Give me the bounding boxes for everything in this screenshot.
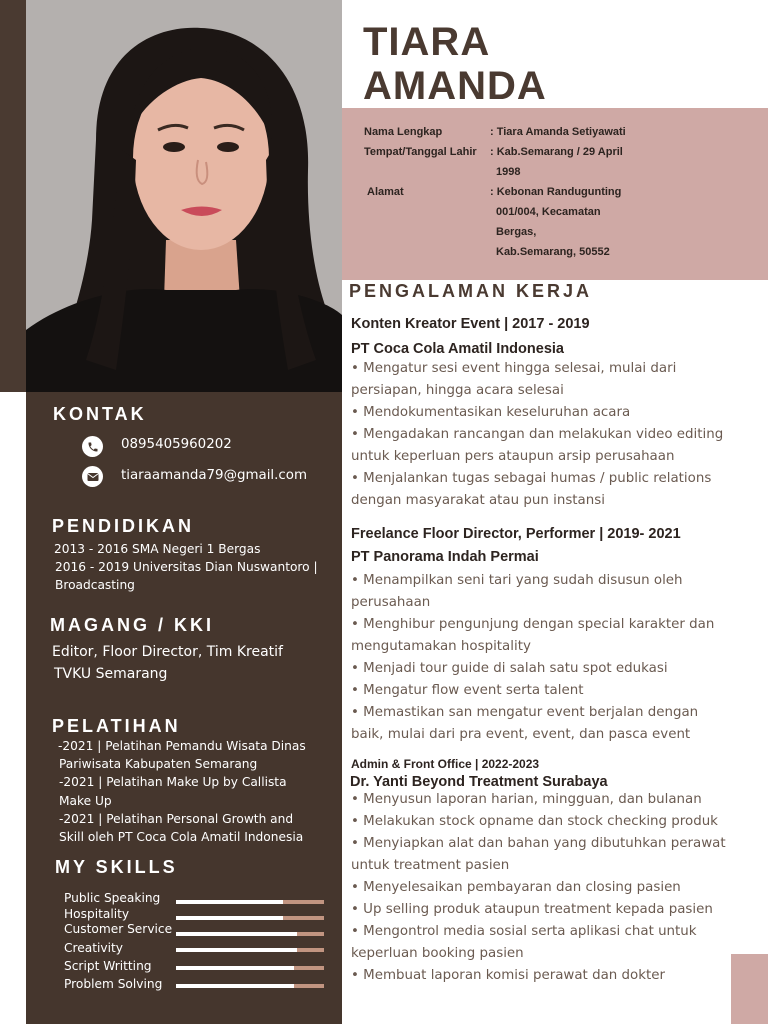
duty-line: • Menyiapkan alat dan bahan yang dibutuhkan perawat — [351, 836, 726, 851]
job-duties — [351, 570, 746, 746]
training-line: Pariwisata Kabupaten Semarang — [59, 757, 258, 771]
info-label: Alamat — [367, 186, 404, 198]
skill-level-fill — [176, 932, 297, 936]
duty-line: • Mendokumentasikan keseluruhan acara — [351, 405, 631, 420]
skill-name: Customer Service — [64, 922, 173, 936]
education-line: 2016 - 2019 Universitas Dian Nuswantoro | — [55, 560, 318, 574]
skill-level-fill — [176, 984, 294, 988]
experience-title: PENGALAMAN KERJA — [349, 281, 593, 301]
duty-line: persiapan, hingga acara selesai — [351, 383, 564, 398]
info-value: 1998 — [496, 166, 521, 178]
duty-line: untuk treatment pasien — [351, 858, 510, 873]
skill-level-fill — [176, 900, 283, 904]
duty-line: • Menyusun laporan harian, mingguan, dan bulanan — [351, 792, 702, 807]
internship-title: MAGANG / KKI — [50, 615, 214, 635]
duty-line: • Menyelesaikan pembayaran dan closing pasien — [351, 880, 681, 895]
skill-level-fill — [176, 966, 294, 970]
skills-title: MY SKILLS — [55, 857, 178, 877]
duty-line: • Menjadi tour guide di salah satu spot edukasi — [351, 661, 668, 676]
duty-line: • Menjalankan tugas sebagai humas / public relations — [351, 471, 712, 486]
info-value: Bergas, — [496, 226, 537, 238]
internship-line: Editor, Floor Director, Tim Kreatif — [52, 644, 283, 660]
skill-level-fill — [176, 948, 297, 952]
job-duties — [351, 358, 746, 512]
duty-line: • Mengontrol media sosial serta aplikasi chat untuk — [351, 924, 697, 939]
skill-name: Creativity — [64, 941, 123, 955]
skill-level-bar — [176, 932, 324, 936]
profile-photo — [26, 0, 342, 392]
training-line: Make Up — [59, 794, 112, 808]
contact-title: KONTAK — [53, 404, 147, 424]
duty-line: mengutamakan hospitality — [351, 639, 531, 654]
duty-line: • Mengatur flow event serta talent — [351, 683, 584, 698]
training-line: -2021 | Pelatihan Pemandu Wisata Dinas — [58, 739, 306, 753]
skill-level-fill — [176, 916, 283, 920]
skill-level-bar — [176, 948, 324, 952]
skill-name: Hospitality — [64, 907, 130, 921]
left-accent-strip — [0, 0, 26, 392]
duty-line: • Up selling produk ataupun treatment kepada pasien — [351, 902, 713, 917]
education-title: PENDIDIKAN — [52, 516, 195, 536]
training-title: PELATIHAN — [52, 716, 181, 736]
info-value: : Tiara Amanda Setiyawati — [490, 126, 626, 138]
first-name: TIARA — [363, 20, 491, 64]
skill-name: Public Speaking — [64, 891, 161, 905]
last-name: AMANDA — [363, 64, 547, 108]
job-title: Admin & Front Office | 2022-2023 — [351, 757, 540, 771]
duty-line: keperluan booking pasien — [351, 946, 524, 961]
info-value: : Kebonan Randugunting — [490, 186, 622, 198]
info-label: Nama Lengkap — [364, 126, 443, 138]
training-line: -2021 | Pelatihan Personal Growth and — [59, 812, 294, 826]
info-value: : Kab.Semarang / 29 April — [490, 146, 623, 158]
duty-line: • Membuat laporan komisi perawat dan dokter — [351, 968, 665, 983]
skill-name: Problem Solving — [64, 977, 163, 991]
duty-line: untuk keperluan pers ataupun arsip perusahaan — [351, 449, 675, 464]
internship-line: TVKU Semarang — [54, 666, 168, 682]
contact-email[interactable]: tiaraamanda79@gmail.com — [121, 468, 308, 483]
info-label: Tempat/Tanggal Lahir — [364, 146, 477, 158]
education-line: 2013 - 2016 SMA Negeri 1 Bergas — [54, 542, 261, 556]
job-company: Dr. Yanti Beyond Treatment Surabaya — [350, 774, 608, 790]
duty-line: • Menampilkan seni tari yang sudah disusun oleh — [351, 573, 683, 588]
skill-level-bar — [176, 916, 324, 920]
job-company: PT Panorama Indah Permai — [351, 549, 539, 565]
contact-phone[interactable]: 0895405960202 — [121, 437, 232, 452]
duty-line: perusahaan — [351, 595, 431, 610]
job-title: Freelance Floor Director, Performer | 2019- 2021 — [351, 526, 681, 542]
duty-line: • Memastikan san mengatur event berjalan dengan — [351, 705, 699, 720]
skill-name: Script Writting — [64, 959, 152, 973]
skill-level-bar — [176, 966, 324, 970]
training-line: -2021 | Pelatihan Make Up by Callista — [59, 775, 287, 789]
phone-icon — [82, 436, 103, 457]
info-value: Kab.Semarang, 50552 — [496, 246, 610, 258]
mail-icon — [82, 466, 103, 487]
training-line: Skill oleh PT Coca Cola Amatil Indonesia — [59, 830, 304, 844]
duty-line: • Melakukan stock opname dan stock checking produk — [351, 814, 718, 829]
job-title: Konten Kreator Event | 2017 - 2019 — [351, 316, 590, 332]
education-line: Broadcasting — [55, 578, 135, 592]
job-duties — [351, 789, 746, 987]
duty-line: • Mengadakan rancangan dan melakukan video editing — [351, 427, 724, 442]
duty-line: baik, mulai dari pra event, event, dan pasca event — [351, 727, 691, 742]
duty-line: dengan masyarakat atau pun instansi — [351, 493, 605, 508]
job-company: PT Coca Cola Amatil Indonesia — [351, 341, 564, 357]
candidate-name — [363, 20, 547, 108]
duty-line: • Mengatur sesi event hingga selesai, mulai dari — [351, 361, 677, 376]
skill-level-bar — [176, 900, 324, 904]
duty-line: • Menghibur pengunjung dengan special karakter dan — [351, 617, 715, 632]
info-value: 001/004, Kecamatan — [496, 206, 601, 218]
skill-level-bar — [176, 984, 324, 988]
